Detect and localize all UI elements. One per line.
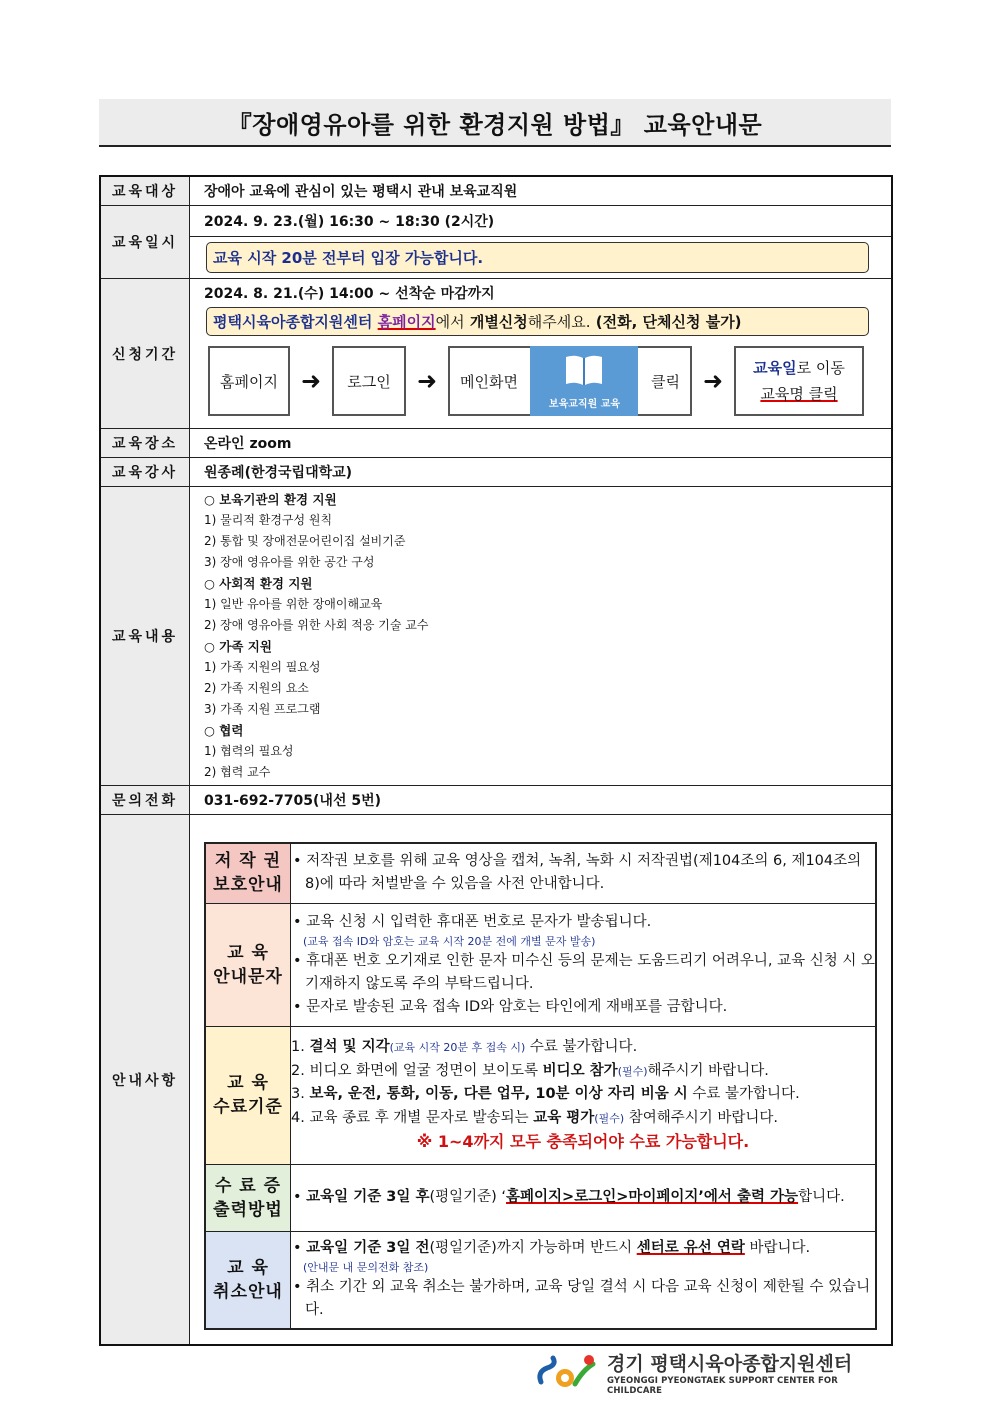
content-item: 1) 물리적 환경구성 원칙 xyxy=(204,513,333,527)
criteria-4: 4. 교육 종료 후 개별 문자로 발송되는 교육 평가(필수) 참여해주시기 바랍니다. xyxy=(291,1109,779,1126)
guide-label-certificate: 수 료 증 출력방법 xyxy=(205,1164,291,1231)
copyright-text: • 저작권 보호를 위해 교육 영상을 캡쳐, 녹취, 녹화 시 저작권법(제104조의 6, 제104조의 8)에 따라 처벌받을 수 있음을 사전 안내합니다. xyxy=(293,853,862,893)
step-main xyxy=(448,346,692,416)
step-final xyxy=(734,346,864,416)
value-date: 2024. 9. 23.(월) 16:30 ~ 18:30 (2시간) xyxy=(190,206,891,237)
guide-certificate xyxy=(205,1164,876,1231)
arrow-right-icon: ➜ xyxy=(300,367,322,395)
notice-homepage: 홈페이지 xyxy=(377,313,436,331)
guide-label-criteria: 교 육 수료기준 xyxy=(205,1026,291,1164)
row-content xyxy=(100,487,892,786)
guide-criteria xyxy=(205,1026,876,1164)
label-guide: 안내사항 xyxy=(100,815,190,1346)
notice-individual: 개별신청 xyxy=(469,313,528,331)
content-item: 1) 협력의 필요성 xyxy=(204,744,294,758)
arrow-right-icon: ➜ xyxy=(702,367,724,395)
value-phone: 031-692-7705(내선 5번) xyxy=(204,793,382,809)
criteria-3: 3. 보육, 운전, 통화, 이동, 다른 업무, 10분 이상 자리 비움 시 수료 불가합니다. xyxy=(291,1086,800,1103)
content-list xyxy=(190,487,891,785)
label-target: 교육대상 xyxy=(100,176,190,206)
final-click-title: 교육명 클릭 xyxy=(760,385,838,403)
row-lecturer xyxy=(100,458,892,487)
step-click-label: 클릭 xyxy=(651,372,680,391)
content-item: 1) 일반 유아를 위한 장애이해교육 xyxy=(204,597,383,611)
value-target: 장애아 교육에 관심이 있는 평택시 관내 보육교직원 xyxy=(204,184,518,200)
notice-apply xyxy=(206,307,869,336)
value-lecturer: 원종례(한경국립대학교) xyxy=(204,465,353,481)
notice-no-phone: (전화, 단체신청 불가) xyxy=(595,313,742,331)
guide-label-copyright: 저 작 권 보호안내 xyxy=(205,843,291,903)
notice-center: 평택시육아종합지원센터 xyxy=(213,313,373,331)
final-edu-day: 교육일 xyxy=(753,359,797,377)
row-target xyxy=(100,176,892,206)
content-item: 3) 가족 지원 프로그램 xyxy=(204,702,321,716)
final-move: 로 이동 xyxy=(796,359,845,377)
content-item: 3) 장애 영유아를 위한 공간 구성 xyxy=(204,555,375,569)
cancel-note: (안내문 내 문의전화 참조) xyxy=(303,1261,429,1275)
row-apply xyxy=(100,279,892,429)
content-item: 2) 장애 영유아를 위한 사회 적응 기술 교수 xyxy=(204,618,429,632)
content-item: 2) 통합 및 장애전문어린이집 설비기준 xyxy=(204,534,406,548)
content-heading: ○ 협력 xyxy=(204,723,244,738)
center-logo-icon xyxy=(535,1352,601,1392)
guide-cancel xyxy=(205,1231,876,1329)
guide-label-cancel: 교 육 취소안내 xyxy=(205,1231,291,1329)
label-content: 교육내용 xyxy=(100,487,190,786)
step-login: 로그인 xyxy=(332,346,406,416)
label-place: 교육장소 xyxy=(100,429,190,458)
cancel-bullet-1: • 교육일 기준 3일 전(평일기준)까지 가능하며 반드시 센터로 유선 연락 바랍니다. xyxy=(293,1240,811,1257)
guide-sms xyxy=(205,903,876,1026)
book-label: 보육교직원 교육 xyxy=(548,399,621,410)
apply-flow xyxy=(208,344,871,418)
center-name-en: GYEONGGI PYEONGTAEK SUPPORT CENTER FOR CHILDCARE xyxy=(607,1375,838,1396)
criteria-note: ※ 1~4까지 모두 충족되어야 수료 가능합니다. xyxy=(416,1132,750,1152)
content-heading: ○ 사회적 환경 지원 xyxy=(204,576,313,591)
label-phone: 문의전화 xyxy=(100,786,190,815)
content-heading: ○ 보육기관의 환경 지원 xyxy=(204,492,337,507)
content-item: 1) 가족 지원의 필요성 xyxy=(204,660,321,674)
label-apply: 신청기간 xyxy=(100,279,190,429)
step-main-label: 메인화면 xyxy=(460,372,518,391)
notice-from: 에서 xyxy=(435,313,465,331)
row-guide xyxy=(100,815,892,1346)
row-place xyxy=(100,429,892,458)
step-homepage: 홈페이지 xyxy=(208,346,290,416)
sms-bullet-3: • 문자로 발송된 교육 접속 ID와 암호는 타인에게 재배포를 금합니다. xyxy=(293,998,728,1015)
guide-label-sms: 교 육 안내문자 xyxy=(205,903,291,1026)
criteria-1: 1. 결석 및 지각(교육 시작 20분 후 접속 시) 수료 불가합니다. xyxy=(291,1039,638,1056)
content-heading: ○ 가족 지원 xyxy=(204,639,272,654)
sms-bullet-1: • 교육 신청 시 입력한 휴대폰 번호로 문자가 발송됩니다. xyxy=(293,913,652,930)
footer-logo xyxy=(535,1352,895,1396)
notice-entry: 교육 시작 20분 전부터 입장 가능합니다. xyxy=(206,242,869,273)
value-place: 온라인 zoom xyxy=(204,436,292,452)
book-icon xyxy=(564,353,604,387)
row-phone xyxy=(100,786,892,815)
content-item: 2) 협력 교수 xyxy=(204,765,271,779)
childcare-education-banner xyxy=(530,346,638,416)
sms-note: (교육 접속 ID와 암호는 교육 시작 20분 전에 개별 문자 발송) xyxy=(303,934,596,948)
label-lecturer: 교육강사 xyxy=(100,458,190,487)
row-date xyxy=(100,206,892,279)
label-date: 교육일시 xyxy=(100,206,190,279)
guide-table xyxy=(204,842,877,1330)
cancel-bullet-2: • 취소 기간 외 교육 취소는 불가하며, 교육 당일 결석 시 다음 교육 신청이 제한될 수 있습니다. xyxy=(293,1279,871,1319)
document-title: 『장애영유아를 위한 환경지원 방법』 교육안내문 xyxy=(99,99,891,147)
value-apply: 2024. 8. 21.(수) 14:00 ~ 선착순 마감까지 xyxy=(204,286,495,302)
certificate-text: • 교육일 기준 3일 후(평일기준) ‘홈페이지>로그인>마이페이지’에서 출력 가능합니다. xyxy=(293,1189,845,1205)
arrow-right-icon: ➜ xyxy=(416,367,438,395)
content-item: 2) 가족 지원의 요소 xyxy=(204,681,309,695)
notice-please: 해주세요. xyxy=(527,313,591,331)
center-name-ko: 경기 평택시육아종합지원센터 xyxy=(607,1352,853,1375)
info-table xyxy=(99,175,893,1346)
criteria-2: 2. 비디오 화면에 얼굴 정면이 보이도록 비디오 참가(필수)해주시기 바랍니다. xyxy=(291,1062,769,1079)
guide-copyright xyxy=(205,843,876,903)
sms-bullet-2: • 휴대폰 번호 오기재로 인한 문자 미수신 등의 문제는 도움드리기 어려우니, 교육 신청 시 오기재하지 않도록 주의 부탁드립니다. xyxy=(293,952,875,992)
